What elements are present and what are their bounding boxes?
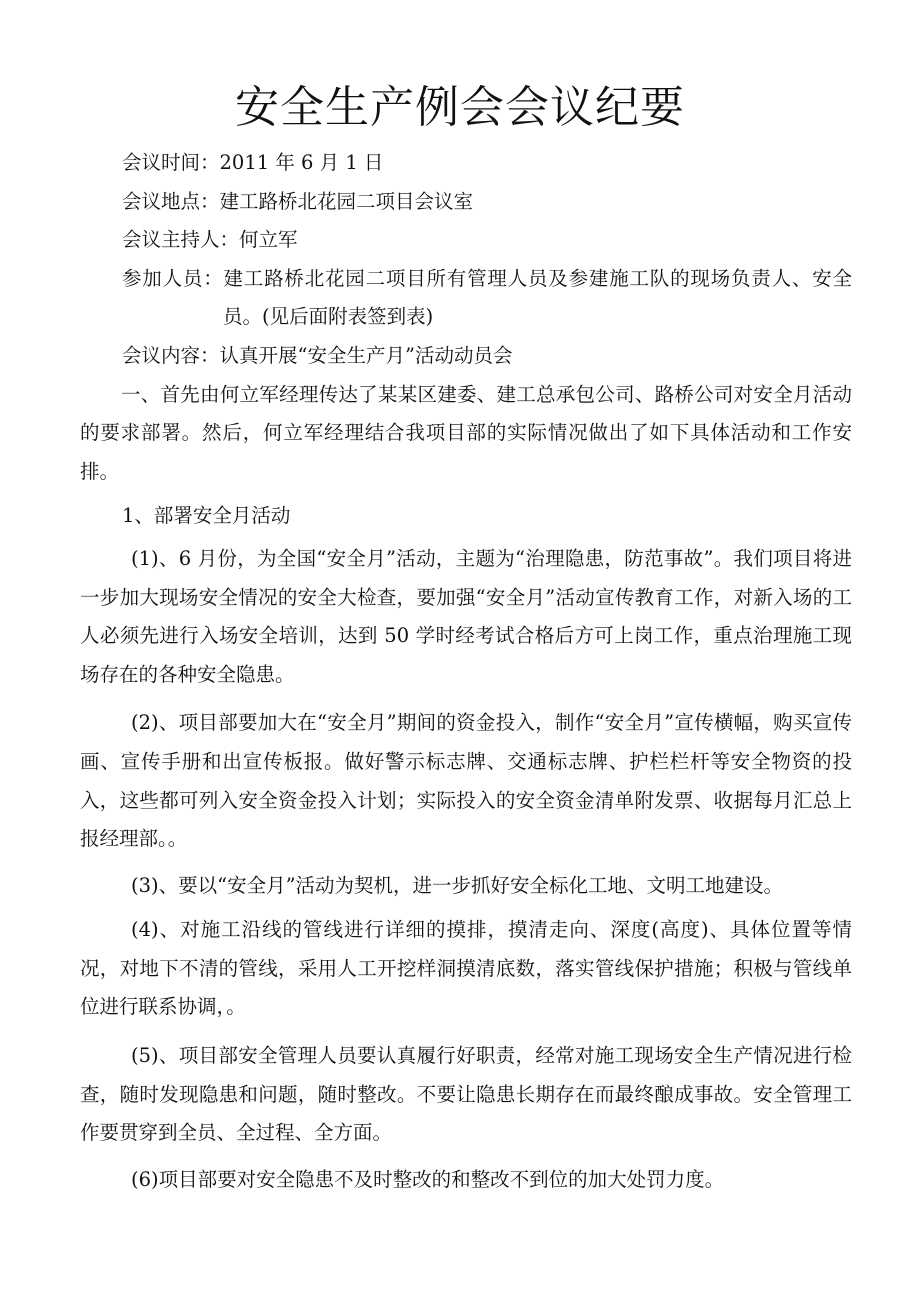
meeting-content: 会议内容：认真开展“安全生产月”活动动员会 <box>122 343 513 367</box>
document-title: 安全生产例会会议纪要 <box>235 82 685 133</box>
list-item-2: (2)、项目部要加大在“安全月”期间的资金投入，制作“安全月”宣传横幅，购买宣传画、宣传手册和出宣传板报。做好警示标志牌、交通标志牌、护栏栏杆等安全物资的投入，这些都可列入安全资金投入计划；实际投入的安全资金清单附发票、收据每月汇总上报经理部。。 <box>80 711 852 851</box>
list-item-5: (5)、项目部安全管理人员要认真履行好职责，经常对施工现场安全生产情况进行检查，随时发现隐患和问题，随时整改。不要让隐患长期存在而最终酿成事故。安全管理工作要贯穿到全员、全过程、全方面。 <box>80 1044 852 1145</box>
meeting-place: 会议地点：建工路桥北花园二项目会议室 <box>122 189 474 213</box>
meeting-time: 会议时间：2011 年 6 月 1 日 <box>122 151 384 174</box>
list-item-6: (6)项目部要对安全隐患不及时整改的和整改不到位的加大处罚力度。 <box>131 1167 725 1191</box>
meeting-attendees: 参加人员：建工路桥北花园二项目所有管理人员及参建施工队的现场负责人、安全员。(见后面附表签到表) <box>122 266 852 329</box>
document-body <box>80 144 852 1199</box>
meeting-host: 会议主持人：何立军 <box>122 228 298 252</box>
section-1-heading: 1、部署安全月活动 <box>122 504 291 528</box>
list-item-3: (3)、要以“安全月”活动为契机，进一步抓好安全标化工地、文明工地建设。 <box>131 873 784 897</box>
list-item-4: (4)、对施工沿线的管线进行详细的摸排，摸清走向、深度(高度)、具体位置等情况，对地下不清的管线，采用人工开挖样洞摸清底数，落实管线保护措施；积极与管线单位进行联系协调，。 <box>80 918 852 1019</box>
list-item-1: (1)、6 月份，为全国“安全月”活动，主题为“治理隐患，防范事故”。我们项目将进一步加大现场安全情况的安全大检查，要加强“安全月”活动宣传教育工作，对新入场的工人必须先进行入场安全培训，达到 50 学时经考试合格后方可上岗工作，重点治理施工现场存在的各种安全隐患。 <box>80 546 852 686</box>
intro-paragraph: 一、首先由何立军经理传达了某某区建委、建工总承包公司、路桥公司对安全月活动的要求部署。然后，何立军经理结合我项目部的实际情况做出了如下具体活动和工作安排。 <box>80 382 852 483</box>
